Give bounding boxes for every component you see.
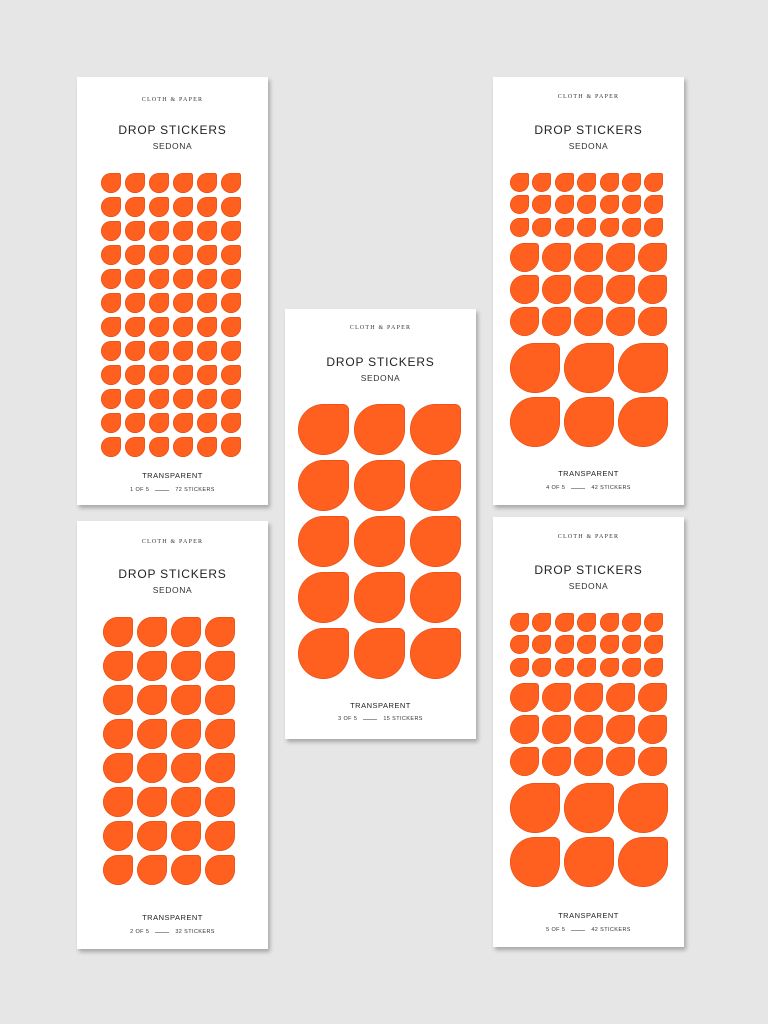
- sheet-count: 72 STICKERS: [175, 487, 215, 493]
- drop-sticker: [103, 787, 133, 817]
- drop-sticker: [600, 658, 619, 677]
- drop-sticker: [205, 753, 235, 783]
- drop-sticker: [173, 317, 193, 337]
- drop-sticker: [532, 218, 551, 237]
- sheet-subtitle: SEDONA: [152, 585, 193, 595]
- drop-sticker: [510, 343, 560, 393]
- sheet-meta: [285, 716, 476, 722]
- drop-sticker: [221, 437, 241, 457]
- drop-sticker: [298, 404, 349, 455]
- sheet-type: TRANSPARENT: [142, 471, 203, 480]
- sheet-count: 15 STICKERS: [383, 716, 423, 722]
- drop-sticker: [510, 397, 560, 447]
- drop-sticker: [510, 635, 529, 654]
- sheet-count: 32 STICKERS: [175, 929, 215, 935]
- drop-sticker: [137, 685, 167, 715]
- drop-sticker: [197, 317, 217, 337]
- drop-sticker: [510, 658, 529, 677]
- brand-name: CLOTH & PAPER: [557, 534, 620, 540]
- drop-sticker: [137, 719, 167, 749]
- drop-sticker: [171, 753, 201, 783]
- sheet-title: DROP STICKERS: [118, 123, 227, 137]
- drop-sticker: [103, 821, 133, 851]
- drop-sticker: [622, 635, 641, 654]
- drop-sticker: [125, 197, 145, 217]
- drop-sticker: [173, 413, 193, 433]
- drop-sticker: [606, 747, 635, 776]
- drop-sticker: [205, 821, 235, 851]
- sheet-page: 2 OF 5: [130, 929, 150, 935]
- sheet-subtitle: SEDONA: [568, 141, 609, 151]
- drop-sticker: [221, 413, 241, 433]
- drop-sticker: [638, 747, 667, 776]
- sheet-page: 5 OF 5: [546, 927, 566, 933]
- sheet-title: DROP STICKERS: [534, 563, 643, 577]
- drop-sticker: [622, 173, 641, 192]
- drop-sticker: [197, 413, 217, 433]
- drop-sticker: [564, 397, 614, 447]
- drop-sticker: [577, 635, 596, 654]
- drop-sticker: [542, 715, 571, 744]
- drop-sticker: [149, 365, 169, 385]
- sheet-type: TRANSPARENT: [558, 469, 619, 478]
- drop-sticker: [221, 317, 241, 337]
- sticker-sheet-4: [493, 77, 684, 505]
- drop-sticker: [510, 837, 560, 887]
- sheet-count: 42 STICKERS: [591, 485, 631, 491]
- drop-sticker: [298, 572, 349, 623]
- drop-sticker: [125, 341, 145, 361]
- brand-name: CLOTH & PAPER: [141, 97, 204, 103]
- drop-sticker: [171, 617, 201, 647]
- meta-divider: [363, 719, 377, 720]
- sheet-title: DROP STICKERS: [118, 567, 227, 581]
- drop-sticker: [618, 837, 668, 887]
- drop-sticker: [137, 821, 167, 851]
- drop-sticker: [149, 437, 169, 457]
- drop-sticker: [149, 245, 169, 265]
- drop-sticker: [205, 617, 235, 647]
- drop-sticker: [173, 221, 193, 241]
- drop-sticker: [510, 195, 529, 214]
- drop-sticker: [221, 269, 241, 289]
- drop-sticker: [137, 855, 167, 885]
- drop-sticker: [149, 293, 169, 313]
- drop-sticker: [197, 389, 217, 409]
- drop-sticker: [532, 195, 551, 214]
- drop-sticker: [149, 341, 169, 361]
- drop-sticker: [600, 195, 619, 214]
- drop-sticker: [410, 404, 461, 455]
- drop-sticker: [103, 651, 133, 681]
- drop-sticker: [103, 753, 133, 783]
- drop-sticker: [221, 389, 241, 409]
- drop-sticker: [564, 837, 614, 887]
- drop-sticker: [197, 365, 217, 385]
- drop-sticker: [149, 221, 169, 241]
- drop-sticker: [101, 365, 121, 385]
- drop-sticker: [574, 275, 603, 304]
- drop-sticker: [410, 572, 461, 623]
- drop-sticker: [510, 715, 539, 744]
- drop-sticker: [644, 635, 663, 654]
- meta-divider: [571, 930, 585, 931]
- drop-sticker: [600, 218, 619, 237]
- drop-sticker: [101, 221, 121, 241]
- drop-sticker: [555, 173, 574, 192]
- drop-sticker: [606, 715, 635, 744]
- drop-sticker: [644, 218, 663, 237]
- drop-sticker: [149, 173, 169, 193]
- drop-sticker: [101, 317, 121, 337]
- drop-sticker: [101, 341, 121, 361]
- drop-sticker: [354, 572, 405, 623]
- drop-sticker: [173, 341, 193, 361]
- sheet-title: DROP STICKERS: [326, 355, 435, 369]
- drop-sticker: [221, 341, 241, 361]
- drop-sticker: [173, 389, 193, 409]
- drop-sticker: [542, 683, 571, 712]
- drop-sticker: [197, 269, 217, 289]
- drop-sticker: [510, 613, 529, 632]
- drop-sticker: [410, 628, 461, 679]
- drop-sticker: [137, 787, 167, 817]
- drop-sticker: [197, 341, 217, 361]
- drop-sticker: [205, 651, 235, 681]
- sticker-sheet-1: [77, 77, 268, 505]
- sheet-page: 1 OF 5: [130, 487, 150, 493]
- drop-sticker: [125, 221, 145, 241]
- sheet-subtitle: SEDONA: [360, 373, 401, 383]
- meta-divider: [571, 488, 585, 489]
- drop-sticker: [205, 787, 235, 817]
- drop-sticker: [173, 245, 193, 265]
- drop-sticker: [125, 413, 145, 433]
- drop-sticker: [298, 460, 349, 511]
- sheet-meta: [493, 927, 684, 933]
- drop-sticker: [510, 173, 529, 192]
- drop-sticker: [532, 173, 551, 192]
- drop-sticker: [171, 787, 201, 817]
- sticker-sheet-3: [285, 309, 476, 739]
- sheet-subtitle: SEDONA: [568, 581, 609, 591]
- drop-sticker: [577, 173, 596, 192]
- drop-sticker: [221, 173, 241, 193]
- drop-sticker: [542, 275, 571, 304]
- drop-sticker: [622, 218, 641, 237]
- drop-sticker: [600, 613, 619, 632]
- drop-sticker: [173, 293, 193, 313]
- drop-sticker: [574, 243, 603, 272]
- drop-sticker: [125, 173, 145, 193]
- drop-sticker: [510, 243, 539, 272]
- sticker-sheet-2: [77, 521, 268, 949]
- drop-sticker: [125, 269, 145, 289]
- drop-sticker: [354, 404, 405, 455]
- drop-sticker: [171, 821, 201, 851]
- drop-sticker: [149, 269, 169, 289]
- drop-sticker: [149, 389, 169, 409]
- drop-sticker: [510, 783, 560, 833]
- drop-sticker: [101, 197, 121, 217]
- drop-sticker: [618, 783, 668, 833]
- drop-sticker: [173, 269, 193, 289]
- drop-sticker: [555, 635, 574, 654]
- drop-sticker: [622, 658, 641, 677]
- sheet-meta: [77, 929, 268, 935]
- drop-sticker: [125, 245, 145, 265]
- sheet-type: TRANSPARENT: [350, 701, 411, 710]
- drop-sticker: [638, 683, 667, 712]
- drop-sticker: [532, 635, 551, 654]
- drop-sticker: [125, 365, 145, 385]
- drop-sticker: [555, 195, 574, 214]
- sheet-meta: [493, 485, 684, 491]
- drop-sticker: [221, 221, 241, 241]
- drop-sticker: [125, 437, 145, 457]
- sheet-meta: [77, 487, 268, 493]
- drop-sticker: [638, 275, 667, 304]
- drop-sticker: [555, 613, 574, 632]
- drop-sticker: [137, 651, 167, 681]
- sheet-type: TRANSPARENT: [558, 911, 619, 920]
- drop-sticker: [173, 437, 193, 457]
- brand-name: CLOTH & PAPER: [557, 94, 620, 100]
- drop-sticker: [173, 197, 193, 217]
- drop-sticker: [510, 218, 529, 237]
- drop-sticker: [221, 197, 241, 217]
- drop-sticker: [644, 195, 663, 214]
- drop-sticker: [103, 855, 133, 885]
- drop-sticker: [638, 243, 667, 272]
- drop-sticker: [577, 613, 596, 632]
- drop-sticker: [354, 460, 405, 511]
- drop-sticker: [510, 747, 539, 776]
- drop-sticker: [205, 855, 235, 885]
- drop-sticker: [101, 413, 121, 433]
- drop-sticker: [410, 460, 461, 511]
- drop-sticker: [564, 343, 614, 393]
- drop-sticker: [542, 243, 571, 272]
- drop-sticker: [103, 719, 133, 749]
- drop-sticker: [173, 365, 193, 385]
- drop-sticker: [618, 397, 668, 447]
- drop-sticker: [638, 307, 667, 336]
- drop-sticker: [149, 197, 169, 217]
- drop-sticker: [101, 245, 121, 265]
- drop-sticker: [103, 685, 133, 715]
- brand-name: CLOTH & PAPER: [349, 325, 412, 331]
- drop-sticker: [606, 683, 635, 712]
- drop-sticker: [532, 658, 551, 677]
- drop-sticker: [638, 715, 667, 744]
- drop-sticker: [221, 245, 241, 265]
- drop-sticker: [606, 243, 635, 272]
- drop-sticker: [171, 855, 201, 885]
- drop-sticker: [555, 658, 574, 677]
- drop-sticker: [149, 413, 169, 433]
- drop-sticker: [149, 317, 169, 337]
- meta-divider: [155, 932, 169, 933]
- drop-sticker: [510, 683, 539, 712]
- drop-sticker: [171, 651, 201, 681]
- drop-sticker: [221, 365, 241, 385]
- drop-sticker: [137, 617, 167, 647]
- drop-sticker: [125, 317, 145, 337]
- drop-sticker: [606, 307, 635, 336]
- drop-sticker: [510, 275, 539, 304]
- drop-sticker: [510, 307, 539, 336]
- drop-sticker: [197, 221, 217, 241]
- drop-sticker: [555, 218, 574, 237]
- drop-sticker: [644, 173, 663, 192]
- drop-sticker: [221, 293, 241, 313]
- drop-sticker: [564, 783, 614, 833]
- drop-sticker: [644, 613, 663, 632]
- drop-sticker: [101, 437, 121, 457]
- sheet-count: 42 STICKERS: [591, 927, 631, 933]
- drop-sticker: [197, 173, 217, 193]
- drop-sticker: [101, 389, 121, 409]
- sticker-sheet-5: [493, 517, 684, 947]
- sheet-type: TRANSPARENT: [142, 913, 203, 922]
- drop-sticker: [600, 635, 619, 654]
- drop-sticker: [171, 719, 201, 749]
- drop-sticker: [577, 658, 596, 677]
- drop-sticker: [622, 613, 641, 632]
- drop-sticker: [577, 195, 596, 214]
- drop-sticker: [171, 685, 201, 715]
- drop-sticker: [298, 628, 349, 679]
- drop-sticker: [542, 747, 571, 776]
- sheet-subtitle: SEDONA: [152, 141, 193, 151]
- drop-sticker: [532, 613, 551, 632]
- drop-sticker: [410, 516, 461, 567]
- drop-sticker: [574, 683, 603, 712]
- drop-sticker: [205, 685, 235, 715]
- drop-sticker: [173, 173, 193, 193]
- drop-sticker: [298, 516, 349, 567]
- drop-sticker: [354, 516, 405, 567]
- drop-sticker: [644, 658, 663, 677]
- drop-sticker: [600, 173, 619, 192]
- drop-sticker: [354, 628, 405, 679]
- drop-sticker: [197, 293, 217, 313]
- meta-divider: [155, 490, 169, 491]
- drop-sticker: [542, 307, 571, 336]
- drop-sticker: [197, 437, 217, 457]
- drop-sticker: [197, 197, 217, 217]
- drop-sticker: [101, 293, 121, 313]
- sheet-page: 4 OF 5: [546, 485, 566, 491]
- drop-sticker: [574, 307, 603, 336]
- drop-sticker: [577, 218, 596, 237]
- sheet-page: 3 OF 5: [338, 716, 358, 722]
- brand-name: CLOTH & PAPER: [141, 539, 204, 545]
- drop-sticker: [574, 715, 603, 744]
- drop-sticker: [197, 245, 217, 265]
- drop-sticker: [103, 617, 133, 647]
- drop-sticker: [101, 173, 121, 193]
- drop-sticker: [137, 753, 167, 783]
- drop-sticker: [618, 343, 668, 393]
- drop-sticker: [125, 293, 145, 313]
- drop-sticker: [606, 275, 635, 304]
- drop-sticker: [574, 747, 603, 776]
- drop-sticker: [125, 389, 145, 409]
- drop-sticker: [622, 195, 641, 214]
- drop-sticker: [205, 719, 235, 749]
- drop-sticker: [101, 269, 121, 289]
- sheet-title: DROP STICKERS: [534, 123, 643, 137]
